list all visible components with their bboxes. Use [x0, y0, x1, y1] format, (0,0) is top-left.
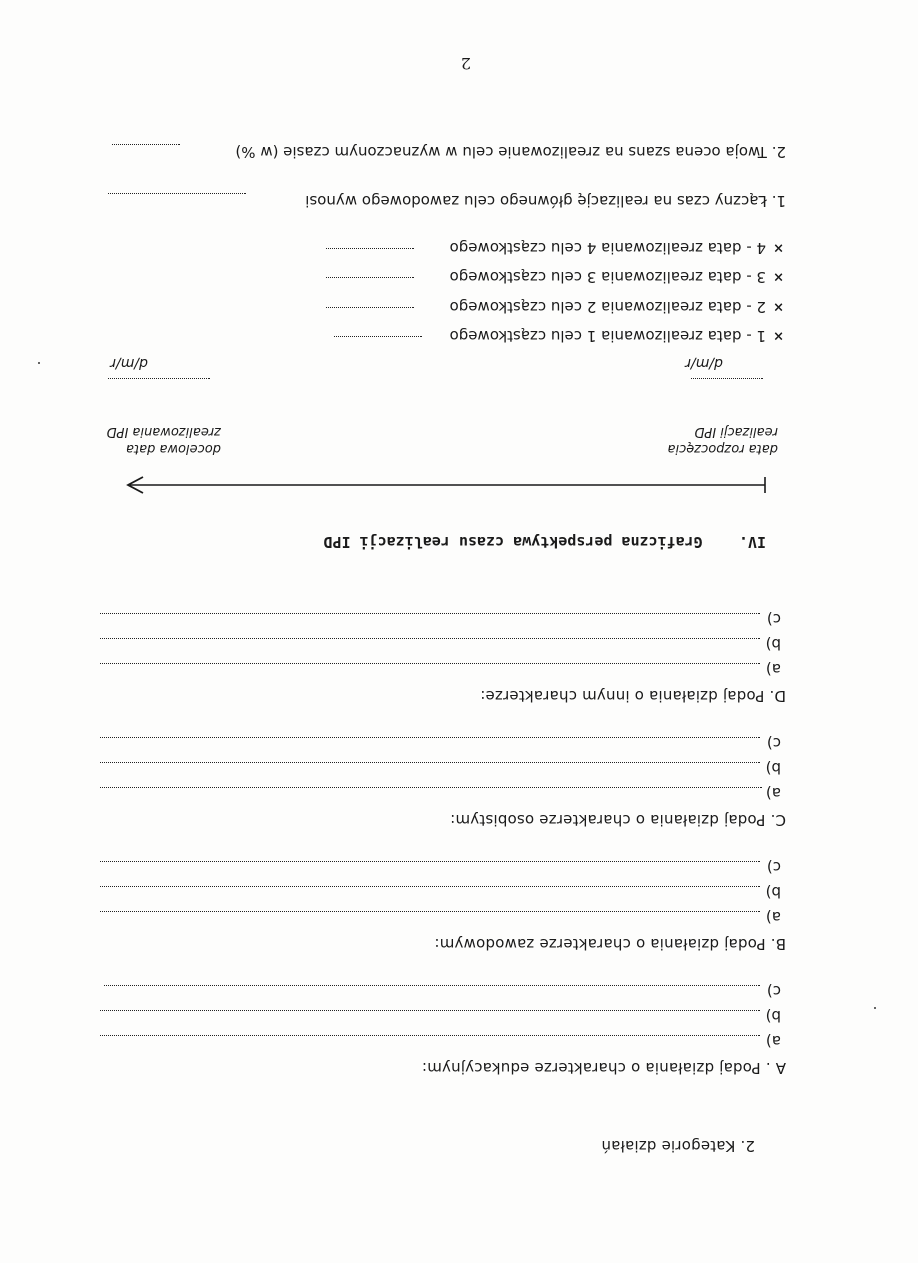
group-d-item-b: b) — [765, 635, 781, 653]
group-c-item-c: c) — [766, 734, 781, 752]
group-c-answer-line-c[interactable] — [100, 737, 760, 738]
group-a-item-a: a) — [765, 1032, 781, 1050]
start-label-line1: data rozpoczęcia — [667, 441, 778, 456]
group-a-answer-line-c[interactable] — [104, 985, 760, 986]
milestone-1-bullet: × — [773, 328, 784, 343]
group-d-item-a: a) — [765, 660, 781, 678]
end-label-line2: zrealizowania IPD — [106, 424, 221, 439]
group-c-answer-line-b[interactable] — [100, 762, 760, 763]
group-d-answer-line-b[interactable] — [100, 638, 760, 639]
start-label-line2: realizacji IPD — [694, 424, 778, 439]
group-a-item-b: b) — [765, 1007, 781, 1025]
end-label-line1: docelowa data — [126, 441, 221, 456]
scan-speck — [874, 1007, 876, 1009]
end-date-format: d/m/r — [110, 355, 148, 371]
timeline-title: IV. Graficzna perspektywa czasu realizacji IPD — [323, 533, 766, 551]
chance-label: 2. Twoja ocena szans na zrealizowanie celu w wyznaczonym czasie (w %) — [235, 143, 786, 161]
group-b-item-c: c) — [766, 858, 781, 876]
milestone-4-date-line[interactable] — [326, 248, 414, 249]
end-date-line[interactable] — [108, 378, 210, 379]
page-number: 2 — [460, 54, 471, 73]
group-c-answer-line-a[interactable] — [100, 787, 762, 788]
group-d-heading: D. Podaj działania o innym charakterze: — [480, 687, 786, 705]
milestone-4-bullet: × — [773, 240, 784, 255]
milestone-4-label: 4 - data zrealizowania 4 celu cząstkowego — [449, 239, 766, 257]
milestone-3-label: 3 - data zrealizowania 3 celu cząstkowego — [449, 268, 766, 286]
start-date-line[interactable] — [691, 378, 763, 379]
group-b-heading: B. Podaj działania o charakterze zawodowym: — [434, 935, 786, 953]
group-c-item-b: b) — [765, 759, 781, 777]
group-b-answer-line-b[interactable] — [100, 886, 760, 887]
milestone-3-date-line[interactable] — [326, 277, 414, 278]
milestone-2-label: 2 - data zrealizowania 2 celu cząstkowego — [449, 298, 766, 316]
milestone-2-bullet: × — [773, 299, 784, 314]
milestone-1-date-line[interactable] — [334, 336, 422, 337]
group-d-item-c: c) — [766, 610, 781, 628]
timeline-arrow — [113, 473, 773, 497]
group-a-item-c: c) — [766, 982, 781, 1000]
total-time-label: 1. Łączny czas na realizację głównego celu zawodowego wynosi — [305, 192, 786, 210]
milestone-1-label: 1 - data zrealizowania 1 celu cząstkowego — [449, 327, 766, 345]
start-date-format: d/m/r — [685, 355, 723, 371]
group-c-heading: C. Podaj działania o charakterze osobistym: — [450, 811, 786, 829]
section-heading: 2. Kategorie działań — [601, 1137, 755, 1155]
group-c-item-a: a) — [765, 784, 781, 802]
group-b-answer-line-c[interactable] — [100, 861, 760, 862]
milestone-2-date-line[interactable] — [326, 307, 414, 308]
group-b-item-a: a) — [765, 908, 781, 926]
group-a-answer-line-b[interactable] — [100, 1010, 760, 1011]
milestone-3-bullet: × — [773, 269, 784, 284]
group-d-answer-line-a[interactable] — [100, 663, 760, 664]
chance-line[interactable] — [112, 144, 180, 145]
group-b-item-b: b) — [765, 883, 781, 901]
total-time-line[interactable] — [108, 193, 246, 194]
scan-speck — [38, 362, 40, 364]
group-a-answer-line-a[interactable] — [100, 1035, 760, 1036]
group-d-answer-line-c[interactable] — [100, 613, 760, 614]
group-b-answer-line-a[interactable] — [100, 911, 760, 912]
group-a-heading: A . Podaj działania o charakterze edukacyjnym: — [421, 1059, 786, 1077]
